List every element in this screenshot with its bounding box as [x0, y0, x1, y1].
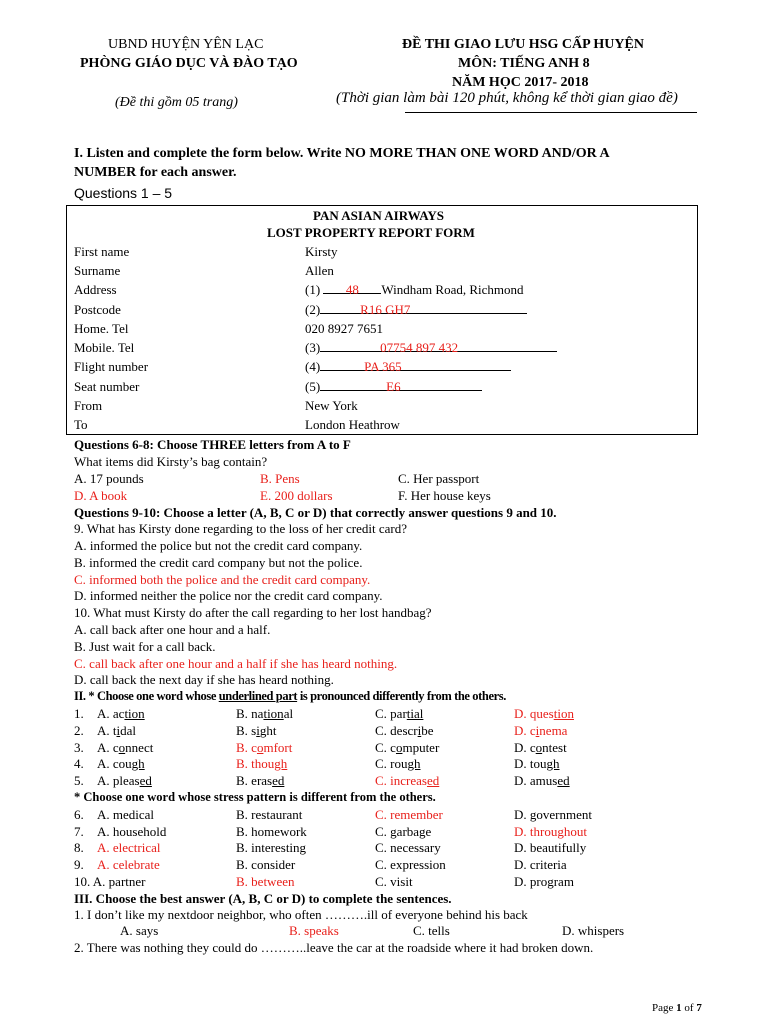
form-answer-5: [305, 378, 482, 395]
questions-range-label: Questions 1 – 5: [74, 185, 173, 201]
option-a: A. 17 pounds: [74, 471, 144, 486]
exam-subject: MÔN: TIẾNG ANH 8: [458, 56, 590, 71]
stress-row-9: 9. A. celebrate B. consider C. expression D. criteria: [74, 857, 567, 872]
s3-q1: 1. I don’t like my nextdoor neighbor, who often ……….ill of everyone behind his back: [74, 907, 528, 922]
answer-blank: [320, 339, 557, 355]
pron-row-5: 5. A. pleased B. erased C. increased D. amused: [74, 773, 570, 788]
answer-text: E6: [386, 379, 401, 394]
exam-title: ĐỀ THI GIAO LƯU HSG CẤP HUYỆN: [402, 37, 644, 52]
address-suffix: Windham Road, Richmond: [381, 282, 524, 297]
form-value: Allen: [305, 263, 334, 278]
s3-q1-option-b-answer: B. speaks: [289, 923, 339, 938]
exam-year: NĂM HỌC 2017- 2018: [452, 75, 589, 90]
q6-8-question: What items did Kirsty’s bag contain?: [74, 454, 268, 469]
answer-blank: [320, 378, 482, 394]
option-f: F. Her house keys: [398, 488, 491, 503]
form-title-airline: PAN ASIAN AIRWAYS: [313, 208, 445, 223]
page-total: 7: [696, 1002, 702, 1014]
q9-option-c-answer: C. informed both the police and the credit card company.: [74, 572, 371, 587]
stress-row-10: 10. A. partner B. between C. visit D. program: [74, 874, 574, 889]
answer-number: (5): [305, 379, 321, 394]
heading-part: II. * Choose one word whose: [74, 689, 219, 703]
pron-row-1: 1. A. action B. national C. partial D. question: [74, 706, 574, 721]
form-label: Surname: [74, 263, 121, 278]
answer-blank: [323, 281, 381, 297]
form-label: To: [74, 417, 88, 432]
stress-row-8: 8. A. electrical B. interesting C. necessary D. beautifully: [74, 840, 587, 855]
answer-number: (3): [305, 340, 321, 355]
page-number: [652, 1000, 702, 1017]
s3-q2: 2. There was nothing they could do ………..leave the car at the roadside where it had broken down.: [74, 940, 594, 955]
pron-row-3: 3. A. connect B. comfort C. computer D. contest: [74, 740, 567, 755]
heading-underlined: underlined part: [218, 689, 298, 703]
answer-blank: [320, 358, 511, 374]
q10-option-c-answer: C. call back after one hour and a half if she has heard nothing.: [74, 656, 398, 671]
s3-q1-option-d: D. whispers: [562, 923, 625, 938]
q6-8-heading: Questions 6-8: Choose THREE letters from A to F: [74, 437, 351, 452]
section1-instruction-cont: NUMBER for each answer.: [74, 165, 237, 180]
form-label: Seat number: [74, 379, 140, 394]
answer-text: R16 GH7: [360, 302, 411, 317]
stress-heading: * Choose one word whose stress pattern is different from the others.: [74, 790, 436, 804]
form-label: Home. Tel: [74, 321, 129, 336]
page-count-note: (Đề thi gồm 05 trang): [115, 95, 238, 110]
page-of: of: [681, 1002, 697, 1014]
pron-row-4: 4. A. cough B. though C. rough D. tough: [74, 756, 560, 771]
form-answer-2: [305, 301, 527, 318]
form-value: New York: [305, 398, 358, 413]
q9-option-a: A. informed the police but not the credit card company.: [74, 538, 363, 553]
form-answer-4: [305, 358, 511, 375]
s3-q1-option-a: A. says: [120, 923, 159, 938]
q10-option-a: A. call back after one hour and a half.: [74, 622, 271, 637]
page-word: Page: [652, 1002, 677, 1014]
q10-option-b: B. Just wait for a call back.: [74, 639, 216, 654]
department-name: PHÒNG GIÁO DỤC VÀ ĐÀO TẠO: [80, 56, 298, 71]
exam-time-note: (Thời gian làm bài 120 phút, không kể thời gian giao đề): [336, 90, 678, 106]
answer-number: (4): [305, 359, 321, 374]
q9-option-b: B. informed the credit card company but not the police.: [74, 555, 363, 570]
form-label: From: [74, 398, 103, 413]
option-d-answer: D. A book: [74, 488, 128, 503]
form-label: Address: [74, 282, 117, 297]
form-label: Mobile. Tel: [74, 340, 135, 355]
form-value: London Heathrow: [305, 417, 400, 432]
header-underline: [405, 112, 697, 113]
q10-question: 10. What must Kirsty do after the call regarding to her lost handbag?: [74, 605, 432, 620]
form-answer-3: [305, 339, 557, 356]
section2-heading: [74, 688, 506, 705]
section1-instruction: I. Listen and complete the form below. Write NO MORE THAN ONE WORD AND/OR A: [74, 146, 610, 161]
stress-row-7: 7. A. household B. homework C. garbage D. throughout: [74, 824, 587, 839]
form-label: Postcode: [74, 302, 121, 317]
section3-heading: III. Choose the best answer (A, B, C or D) to complete the sentences.: [74, 891, 452, 906]
option-b-answer: B. Pens: [260, 471, 300, 486]
q9-question: 9. What has Kirsty done regarding to the loss of her credit card?: [74, 521, 407, 536]
page-current: 1: [676, 1002, 682, 1014]
q9-10-heading: Questions 9-10: Choose a letter (A, B, C or D) that correctly answer questions 9 and 10.: [74, 505, 557, 520]
option-e-answer: E. 200 dollars: [260, 488, 333, 503]
stress-row-6: 6. A. medical B. restaurant C. remember D. government: [74, 807, 592, 822]
form-value: Kirsty: [305, 244, 338, 259]
pron-row-2: 2. A. tidal B. sight C. describe D. cinema: [74, 723, 568, 738]
form-answer-1: [305, 281, 524, 298]
answer-blank: [320, 301, 527, 317]
answer-text: 07754 897 432: [380, 340, 459, 355]
form-label: First name: [74, 244, 130, 259]
q10-option-d: D. call back the next day if she has heard nothing.: [74, 672, 334, 687]
option-c: C. Her passport: [398, 471, 480, 486]
answer-text: PA 365: [364, 359, 402, 374]
answer-number: (1): [305, 282, 324, 297]
district-name: UBND HUYỆN YÊN LẠC: [108, 37, 264, 52]
q9-option-d: D. informed neither the police nor the credit card company.: [74, 588, 383, 603]
answer-number: (2): [305, 302, 321, 317]
s3-q1-option-c: C. tells: [413, 923, 450, 938]
form-label: Flight number: [74, 359, 149, 374]
answer-text: 48: [345, 282, 359, 297]
form-value: 020 8927 7651: [305, 321, 383, 336]
heading-part: is pronounced differently from the others.: [297, 689, 506, 703]
form-title-report: LOST PROPERTY REPORT FORM: [267, 225, 475, 240]
